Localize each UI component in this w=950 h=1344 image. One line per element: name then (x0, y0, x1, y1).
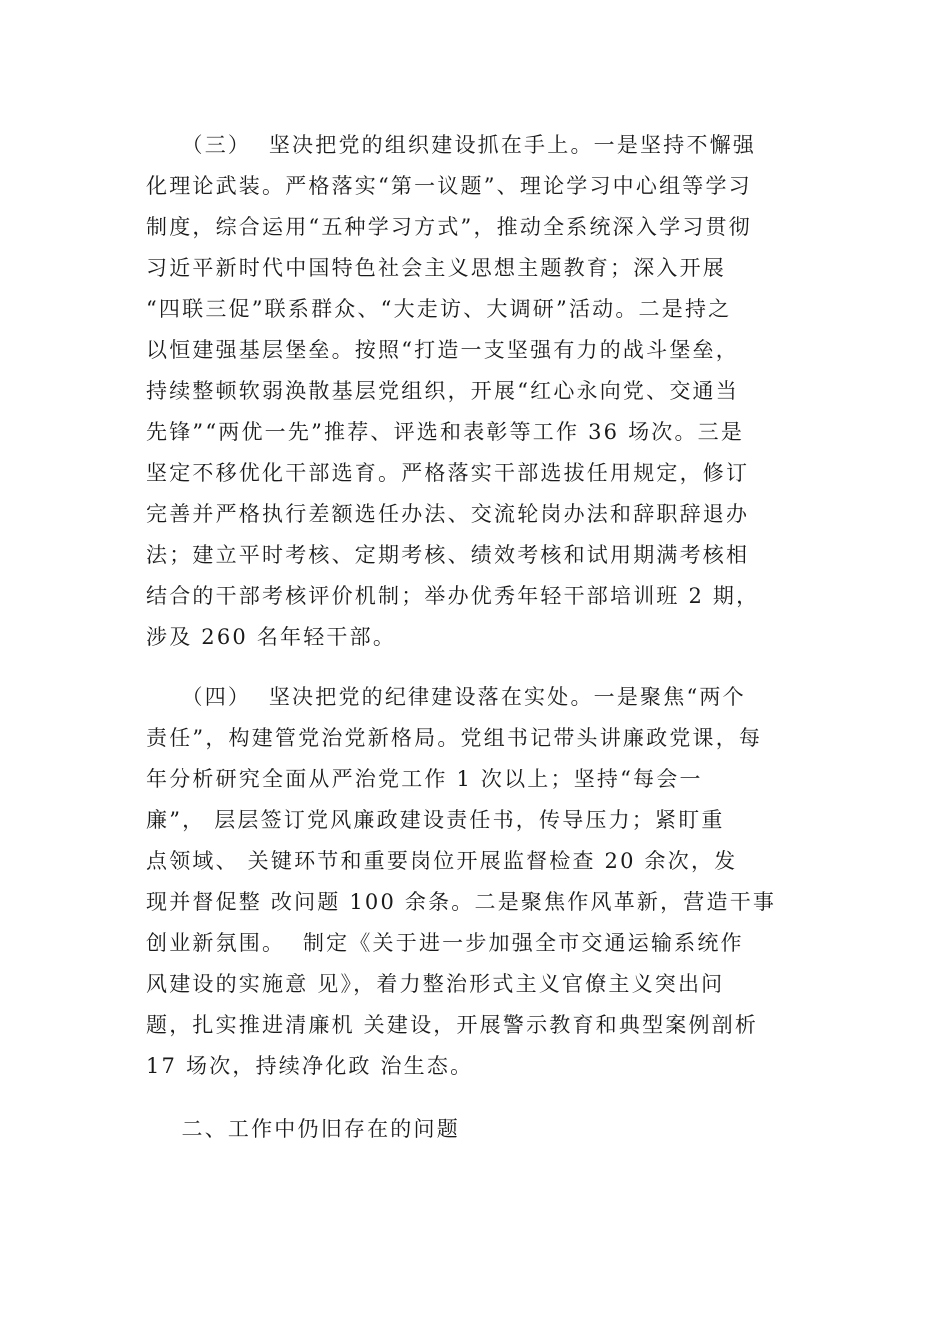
section3-line-13: 涉及 260 名年轻干部。 (146, 625, 397, 649)
section3-line-6: 以恒建强基层堡垒。按照“打造一支坚强有力的战斗堡垒， (146, 338, 739, 362)
section4-line-6: 现并督促整 改问题 100 余条。二是聚焦作风革新，营造干事 (146, 890, 777, 914)
section3-line-4: 习近平新时代中国特色社会主义思想主题教育；深入开展 (146, 256, 726, 280)
section4-line-2: 责任”，构建管党治党新格局。党组书记带头讲廉政党课，每 (146, 726, 763, 750)
section3-line-11: 法；建立平时考核、定期考核、绩效考核和试用期满考核相 (146, 543, 750, 567)
section3-line-8: 先锋”“两优一先”推荐、评选和表彰等工作 36 场次。三是 (146, 420, 745, 444)
section4-line-9: 题，扎实推进清廉机 关建设，开展警示教育和典型案例剖析 (146, 1013, 759, 1037)
section3-line-2: 化理论武装。严格落实“第一议题”、理论学习中心组等学习 (146, 174, 752, 198)
section3-line-7: 持续整顿软弱涣散基层党组织，开展“红心永向党、交通当 (146, 379, 739, 403)
section4-line-7: 创业新氛围。 制定《关于进一步加强全市交通运输系统作 (146, 931, 744, 955)
section4-line-1: （四） 坚决把党的纪律建设落在实处。一是聚焦“两个 (146, 685, 746, 709)
section-heading-problems: 二、工作中仍旧存在的问题 (146, 1117, 460, 1141)
section4-line-10: 17 场次，持续净化政 治生态。 (146, 1054, 474, 1078)
section3-line-1: （三） 坚决把党的组织建设抓在手上。一是坚持不懈强 (146, 133, 757, 157)
section4-line-3: 年分析研究全面从严治党工作 1 次以上；坚持“每会一 (146, 767, 703, 791)
section3-line-9: 坚定不移优化干部选育。严格落实干部选拔任用规定，修订 (146, 461, 750, 485)
section3-line-12: 结合的干部考核评价机制；举办优秀年轻干部培训班 2 期， (146, 584, 760, 608)
section4-line-8: 风建设的实施意 见》，着力整治形式主义官僚主义突出问 (146, 972, 725, 996)
section3-line-5: “四联三促”联系群众、“大走访、大调研”活动。二是持之 (146, 297, 732, 321)
section3-line-10: 完善并严格执行差额选任办法、交流轮岗办法和辞职辞退办 (146, 502, 750, 526)
section4-line-4: 廉”， 层层签订党风廉政建设责任书，传导压力；紧盯重 (146, 808, 725, 832)
section3-line-3: 制度，综合运用“五种学习方式”，推动全系统深入学习贯彻 (146, 215, 752, 239)
section4-line-5: 点领域、 关键环节和重要岗位开展监督检查 20 余次，发 (146, 849, 738, 873)
